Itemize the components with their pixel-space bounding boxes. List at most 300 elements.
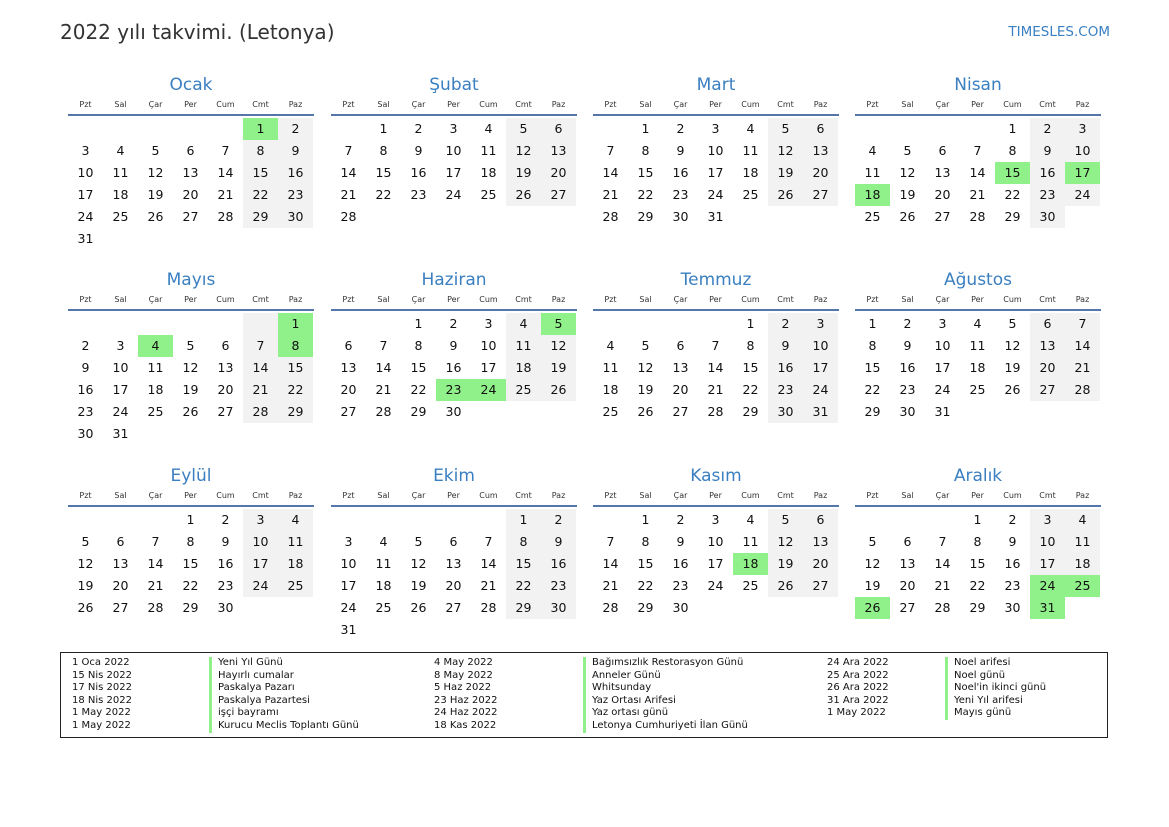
day-cell: 21 — [480, 578, 497, 593]
weekday-label: Per — [709, 491, 722, 500]
empty-cell — [208, 118, 243, 140]
legend-date: 25 Ara 2022 — [827, 669, 889, 681]
weekday-label: Çar — [935, 100, 950, 109]
day-cell: 20 — [217, 382, 234, 397]
day-cell: 6 — [938, 143, 947, 158]
day-cell: 20 — [541, 162, 576, 184]
legend-name: Paskalya Pazarı — [209, 682, 359, 695]
day-cell: 3 — [711, 121, 720, 136]
empty-cell — [698, 313, 733, 335]
month-name: Ocak — [169, 75, 213, 95]
day-cell: 17 — [445, 165, 462, 180]
weekday-header — [855, 489, 1101, 507]
day-cell: 28 — [147, 600, 164, 615]
day-cell: 21 — [602, 578, 619, 593]
day-cell: 10 — [480, 338, 497, 353]
weekday-label: Pzt — [604, 100, 617, 109]
weekday-header — [68, 489, 314, 507]
empty-cell — [103, 313, 138, 335]
legend-date: 4 May 2022 — [434, 657, 493, 668]
weekday-label: Çar — [148, 491, 163, 500]
day-cell: 13 — [803, 531, 838, 553]
day-cell: 13 — [112, 556, 129, 571]
month-10 — [593, 463, 839, 619]
day-cell: 13 — [934, 165, 951, 180]
day-cell: 1 — [506, 509, 541, 531]
weekday-label: Per — [971, 100, 984, 109]
weekday-label: Cmt — [515, 100, 532, 109]
legend-date: 1 May 2022 — [72, 719, 131, 731]
day-cell: 8 — [868, 338, 877, 353]
empty-cell — [243, 313, 278, 335]
empty-cell — [331, 118, 366, 140]
day-cell: 7 — [606, 534, 615, 549]
day-grid — [68, 313, 314, 445]
day-cell: 11 — [602, 360, 619, 375]
day-cell: 8 — [506, 531, 541, 553]
legend-date: 26 Ara 2022 — [827, 682, 889, 694]
day-cell: 5 — [506, 118, 541, 140]
day-cell: 31 — [1030, 597, 1065, 619]
day-cell: 15 — [410, 360, 427, 375]
legend-names-3 — [945, 657, 1046, 720]
day-cell: 21 — [969, 187, 986, 202]
day-cell: 30 — [1030, 206, 1065, 228]
weekday-label: Çar — [673, 491, 688, 500]
day-cell: 3 — [484, 316, 493, 331]
day-cell: 22 — [637, 578, 654, 593]
day-cell: 20 — [182, 187, 199, 202]
month-name: Haziran — [421, 270, 487, 290]
day-cell: 25 — [1065, 575, 1100, 597]
day-cell: 21 — [602, 187, 619, 202]
day-cell: 13 — [803, 140, 838, 162]
month-5 — [331, 267, 577, 423]
day-cell: 26 — [506, 184, 541, 206]
weekday-label: Paz — [288, 100, 303, 109]
day-cell: 18 — [602, 382, 619, 397]
day-cell: 3 — [243, 509, 278, 531]
day-cell: 13 — [899, 556, 916, 571]
day-cell: 19 — [1004, 360, 1021, 375]
weekday-label: Sal — [639, 295, 652, 304]
day-cell: 2 — [768, 313, 803, 335]
day-cell: 12 — [1004, 338, 1021, 353]
day-grid — [855, 313, 1101, 423]
day-cell: 4 — [278, 509, 313, 531]
day-cell: 2 — [1008, 512, 1017, 527]
day-cell: 18 — [278, 553, 313, 575]
day-grid — [855, 118, 1101, 228]
day-cell: 24 — [707, 187, 724, 202]
weekday-label: Sal — [639, 100, 652, 109]
day-cell: 10 — [112, 360, 129, 375]
day-cell: 19 — [768, 553, 803, 575]
weekday-label: Çar — [673, 100, 688, 109]
day-cell: 31 — [803, 401, 838, 423]
weekday-label: Pzt — [79, 491, 92, 500]
day-cell: 8 — [973, 534, 982, 549]
day-cell: 17 — [707, 165, 724, 180]
day-cell: 2 — [1030, 118, 1065, 140]
day-cell: 7 — [151, 534, 160, 549]
day-cell: 23 — [77, 404, 94, 419]
legend-name: Yaz ortası günü — [583, 707, 748, 720]
weekday-header — [68, 293, 314, 311]
day-cell: 2 — [541, 509, 576, 531]
day-cell: 10 — [77, 165, 94, 180]
weekday-label: Cmt — [1039, 295, 1056, 304]
month-name: Temmuz — [680, 270, 752, 290]
day-cell: 12 — [637, 360, 654, 375]
day-cell: 1 — [641, 121, 650, 136]
day-cell: 28 — [217, 209, 234, 224]
day-cell: 30 — [768, 401, 803, 423]
day-cell: 18 — [375, 578, 392, 593]
day-cell: 12 — [541, 335, 576, 357]
day-cell: 16 — [541, 553, 576, 575]
weekday-label: Paz — [288, 491, 303, 500]
day-cell: 24 — [445, 187, 462, 202]
weekday-label: Per — [184, 100, 197, 109]
day-cell: 6 — [803, 509, 838, 531]
weekday-label: Cmt — [515, 295, 532, 304]
day-cell: 18 — [855, 184, 890, 206]
day-cell: 2 — [81, 338, 90, 353]
day-cell: 26 — [147, 209, 164, 224]
day-cell: 2 — [221, 512, 230, 527]
empty-cell — [366, 509, 401, 531]
empty-cell — [890, 509, 925, 531]
day-cell: 28 — [340, 209, 357, 224]
day-cell: 25 — [864, 209, 881, 224]
empty-cell — [960, 118, 995, 140]
month-name: Ekim — [433, 466, 475, 486]
day-cell: 30 — [217, 600, 234, 615]
day-cell: 26 — [541, 379, 576, 401]
day-cell: 30 — [1004, 600, 1021, 615]
day-cell: 19 — [77, 578, 94, 593]
day-cell: 11 — [375, 556, 392, 571]
day-cell: 13 — [445, 556, 462, 571]
day-cell: 7 — [973, 143, 982, 158]
day-cell: 22 — [410, 382, 427, 397]
empty-cell — [471, 509, 506, 531]
day-cell: 27 — [112, 600, 129, 615]
day-cell: 13 — [340, 360, 357, 375]
weekday-label: Pzt — [604, 295, 617, 304]
day-cell: 31 — [934, 404, 951, 419]
day-cell: 23 — [1004, 578, 1021, 593]
day-cell: 20 — [340, 382, 357, 397]
day-cell: 4 — [1065, 509, 1100, 531]
day-cell: 9 — [768, 335, 803, 357]
day-cell: 19 — [768, 162, 803, 184]
day-grid — [331, 313, 577, 423]
month-name: Nisan — [954, 75, 1002, 95]
day-cell: 22 — [182, 578, 199, 593]
weekday-label: Per — [709, 295, 722, 304]
day-cell: 11 — [506, 335, 541, 357]
day-cell: 14 — [480, 556, 497, 571]
weekday-label: Cmt — [252, 100, 269, 109]
day-cell: 20 — [445, 578, 462, 593]
day-cell: 14 — [969, 165, 986, 180]
empty-cell — [925, 118, 960, 140]
weekday-label: Çar — [148, 100, 163, 109]
empty-cell — [436, 509, 471, 531]
day-cell: 8 — [641, 143, 650, 158]
day-cell: 23 — [278, 184, 313, 206]
day-cell: 9 — [541, 531, 576, 553]
day-cell: 4 — [868, 143, 877, 158]
day-grid — [593, 509, 839, 619]
day-cell: 29 — [742, 404, 759, 419]
month-7 — [855, 267, 1101, 423]
day-cell: 14 — [1065, 335, 1100, 357]
weekday-label: Cmt — [777, 295, 794, 304]
legend-name: Yeni Yıl arifesi — [945, 695, 1046, 708]
day-cell: 4 — [379, 534, 388, 549]
legend-name: Kurucu Meclis Toplantı Günü — [209, 720, 359, 733]
weekday-label: Cmt — [777, 491, 794, 500]
day-cell: 24 — [707, 578, 724, 593]
day-cell: 3 — [344, 534, 353, 549]
weekday-header — [331, 98, 577, 116]
day-cell: 3 — [938, 316, 947, 331]
day-cell: 16 — [768, 357, 803, 379]
day-cell: 15 — [637, 165, 654, 180]
month-name: Şubat — [429, 75, 479, 95]
legend-name: Yeni Yıl Günü — [209, 657, 359, 670]
day-cell: 30 — [541, 597, 576, 619]
empty-cell — [855, 509, 890, 531]
day-cell: 30 — [445, 404, 462, 419]
day-cell: 21 — [934, 578, 951, 593]
day-cell: 21 — [147, 578, 164, 593]
weekday-label: Per — [447, 491, 460, 500]
day-cell: 9 — [676, 143, 685, 158]
weekday-label: Çar — [673, 295, 688, 304]
day-cell: 29 — [243, 206, 278, 228]
weekday-header — [331, 293, 577, 311]
day-cell: 28 — [480, 600, 497, 615]
day-cell: 22 — [506, 575, 541, 597]
day-cell: 18 — [147, 382, 164, 397]
weekday-label: Paz — [551, 491, 566, 500]
day-cell: 28 — [243, 401, 278, 423]
day-cell: 16 — [672, 165, 689, 180]
legend-name: Noel'in ikinci günü — [945, 682, 1046, 695]
day-cell: 14 — [934, 556, 951, 571]
day-cell: 27 — [803, 575, 838, 597]
weekday-label: Paz — [551, 295, 566, 304]
month-2 — [593, 72, 839, 228]
day-cell: 17 — [1030, 553, 1065, 575]
day-cell: 29 — [506, 597, 541, 619]
day-cell: 26 — [768, 575, 803, 597]
day-cell: 19 — [899, 187, 916, 202]
day-cell: 30 — [278, 206, 313, 228]
weekday-header — [593, 489, 839, 507]
day-cell: 12 — [147, 165, 164, 180]
day-cell: 14 — [602, 556, 619, 571]
day-cell: 25 — [375, 600, 392, 615]
day-cell: 16 — [445, 360, 462, 375]
day-cell: 17 — [480, 360, 497, 375]
day-cell: 23 — [672, 578, 689, 593]
day-cell: 26 — [855, 597, 890, 619]
day-cell: 25 — [278, 575, 313, 597]
day-cell: 11 — [969, 338, 986, 353]
weekday-label: Per — [184, 295, 197, 304]
day-cell: 29 — [1004, 209, 1021, 224]
day-cell: 5 — [186, 338, 195, 353]
legend-name: Hayırlı cumalar — [209, 670, 359, 683]
day-cell: 4 — [746, 121, 755, 136]
day-cell: 17 — [1065, 162, 1100, 184]
day-cell: 29 — [969, 600, 986, 615]
day-cell: 1 — [186, 512, 195, 527]
day-cell: 25 — [602, 404, 619, 419]
day-cell: 19 — [637, 382, 654, 397]
day-cell: 10 — [707, 534, 724, 549]
day-cell: 24 — [112, 404, 129, 419]
day-cell: 9 — [449, 338, 458, 353]
day-cell: 3 — [711, 512, 720, 527]
day-cell: 18 — [742, 165, 759, 180]
weekday-label: Cmt — [515, 491, 532, 500]
day-cell: 7 — [379, 338, 388, 353]
day-cell: 7 — [711, 338, 720, 353]
day-cell: 29 — [278, 401, 313, 423]
day-cell: 14 — [217, 165, 234, 180]
month-6 — [593, 267, 839, 423]
day-cell: 1 — [973, 512, 982, 527]
day-cell: 21 — [243, 379, 278, 401]
day-grid — [68, 509, 314, 619]
day-cell: 25 — [112, 209, 129, 224]
day-cell: 15 — [506, 553, 541, 575]
day-cell: 6 — [541, 118, 576, 140]
legend-name: Mayıs günü — [945, 707, 1046, 720]
day-cell: 21 — [340, 187, 357, 202]
weekday-label: Cum — [1003, 295, 1022, 304]
day-cell: 4 — [484, 121, 493, 136]
legend-date: 1 Oca 2022 — [72, 657, 130, 668]
weekday-label: Paz — [1075, 100, 1090, 109]
empty-cell — [628, 313, 663, 335]
day-cell: 16 — [1004, 556, 1021, 571]
day-cell: 9 — [1030, 140, 1065, 162]
day-cell: 12 — [899, 165, 916, 180]
empty-cell — [331, 509, 366, 531]
weekday-label: Sal — [901, 100, 914, 109]
empty-cell — [173, 313, 208, 335]
day-cell: 17 — [934, 360, 951, 375]
day-cell: 17 — [803, 357, 838, 379]
day-cell: 19 — [541, 357, 576, 379]
empty-cell — [925, 509, 960, 531]
day-cell: 3 — [1065, 118, 1100, 140]
day-cell: 15 — [969, 556, 986, 571]
legend-date: 18 Kas 2022 — [434, 719, 497, 731]
legend-dates-1 — [72, 657, 132, 733]
day-cell: 28 — [375, 404, 392, 419]
weekday-label: Sal — [377, 491, 390, 500]
day-cell: 7 — [1065, 313, 1100, 335]
day-grid — [855, 509, 1101, 619]
day-cell: 5 — [541, 313, 576, 335]
weekday-label: Cum — [741, 100, 760, 109]
day-cell: 18 — [733, 553, 768, 575]
empty-cell — [68, 509, 103, 531]
legend-date: 1 May 2022 — [827, 707, 886, 719]
site-link[interactable]: TIMESLES.COM — [1008, 24, 1110, 40]
month-name: Eylül — [170, 466, 212, 486]
holiday-legend — [60, 652, 1108, 738]
day-cell: 9 — [414, 143, 423, 158]
day-cell: 3 — [1030, 509, 1065, 531]
day-cell: 7 — [344, 143, 353, 158]
day-cell: 20 — [899, 578, 916, 593]
day-cell: 29 — [864, 404, 881, 419]
day-cell: 20 — [803, 162, 838, 184]
day-cell: 2 — [278, 118, 313, 140]
day-cell: 15 — [742, 360, 759, 375]
day-cell: 9 — [676, 534, 685, 549]
weekday-label: Per — [184, 491, 197, 500]
day-cell: 20 — [1030, 357, 1065, 379]
day-cell: 1 — [278, 313, 313, 335]
day-cell: 27 — [934, 209, 951, 224]
empty-cell — [68, 118, 103, 140]
day-cell: 5 — [151, 143, 160, 158]
day-cell: 25 — [147, 404, 164, 419]
legend-name: Letonya Cumhuriyeti İlan Günü — [583, 720, 748, 733]
weekday-label: Çar — [148, 295, 163, 304]
weekday-label: Cmt — [252, 295, 269, 304]
day-cell: 27 — [1030, 379, 1065, 401]
day-cell: 11 — [1065, 531, 1100, 553]
weekday-label: Pzt — [342, 295, 355, 304]
day-cell: 3 — [449, 121, 458, 136]
weekday-label: Per — [709, 100, 722, 109]
day-cell: 24 — [934, 382, 951, 397]
day-cell: 12 — [182, 360, 199, 375]
weekday-label: Çar — [935, 295, 950, 304]
day-cell: 13 — [217, 360, 234, 375]
day-cell: 24 — [77, 209, 94, 224]
day-cell: 10 — [243, 531, 278, 553]
day-cell: 29 — [410, 404, 427, 419]
day-cell: 25 — [742, 578, 759, 593]
empty-cell — [103, 509, 138, 531]
month-name: Mart — [696, 75, 736, 95]
day-cell: 3 — [803, 313, 838, 335]
day-cell: 19 — [506, 162, 541, 184]
weekday-label: Paz — [813, 491, 828, 500]
legend-names-1 — [209, 657, 359, 733]
weekday-label: Pzt — [342, 491, 355, 500]
empty-cell — [173, 118, 208, 140]
legend-name: Whitsunday — [583, 682, 748, 695]
month-9 — [331, 463, 577, 641]
day-cell: 12 — [768, 531, 803, 553]
day-cell: 18 — [1065, 553, 1100, 575]
day-grid — [331, 509, 577, 641]
day-cell: 4 — [506, 313, 541, 335]
